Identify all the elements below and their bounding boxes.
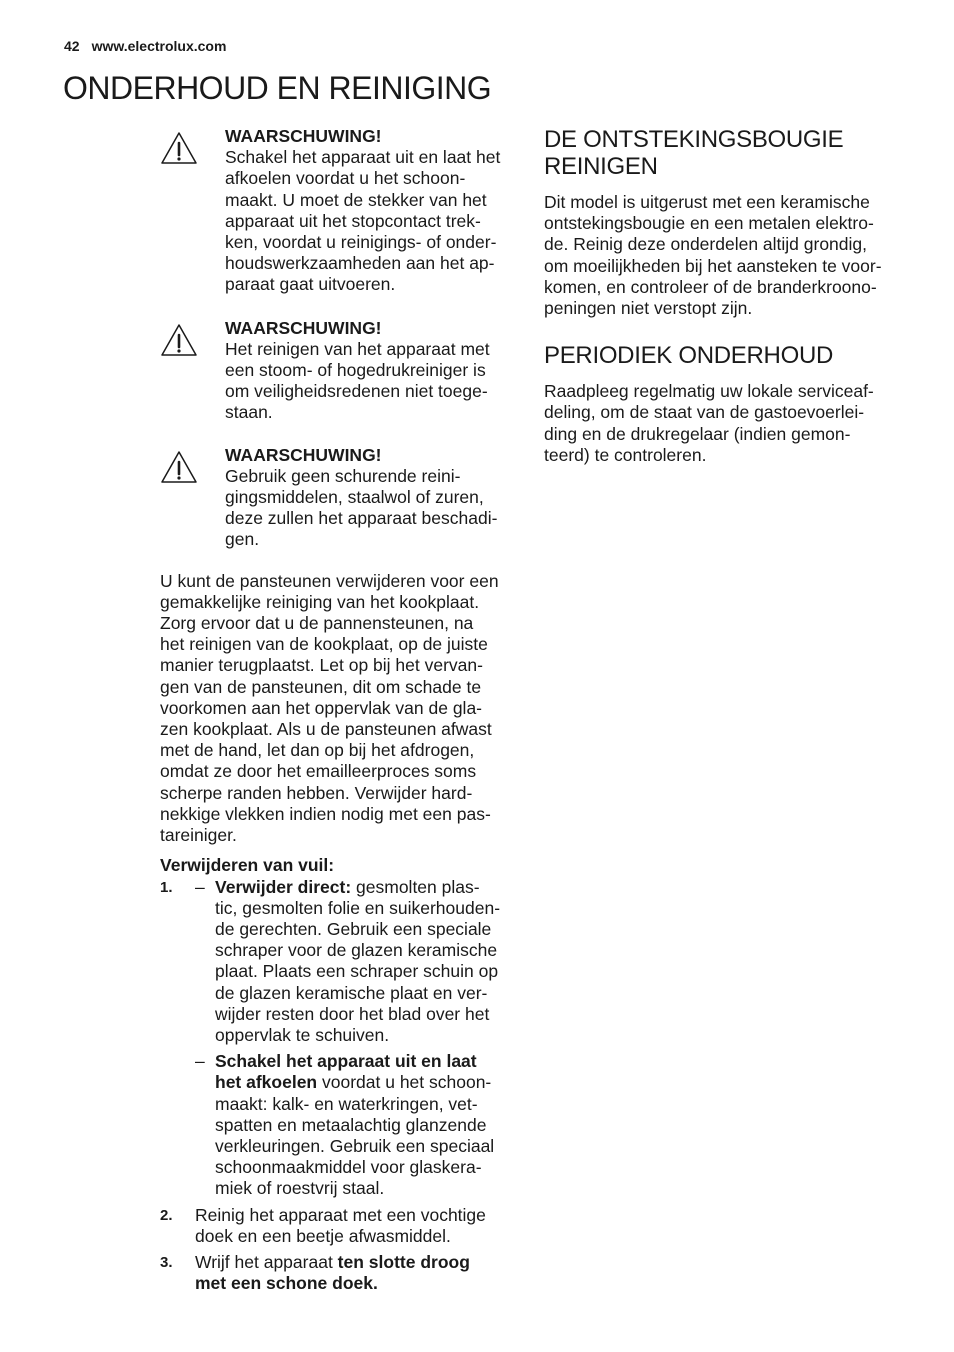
dash-bullet: – xyxy=(195,1051,205,1072)
warning-text: Schakel het apparaat uit en laat het afkoelen voordat u het schoon- maakt. U moet de stekker van het apparaat uit het stopcontact trek- ken, voordat u reinigings- of onder- houdswerkzaamheden aan het ap- paraat gaat uitvoeren. xyxy=(225,147,501,295)
section-heading-periodic-maintenance: PERIODIEK ONDERHOUD xyxy=(544,342,834,370)
step-text: Wrijf het apparaat ten slotte droog met een schone doek. xyxy=(195,1251,470,1294)
left-column xyxy=(160,124,516,1294)
page-number: 42 xyxy=(64,38,80,54)
step-number: 3. xyxy=(160,1253,173,1271)
dash-bullet: – xyxy=(195,876,205,897)
warning-title: WAARSCHUWING! xyxy=(225,126,382,146)
spark-plug-paragraph: Dit model is uitgerust met een keramische ontstekingsbougie en een metalen elektro- de. Reinig deze onderdelen altijd grondig, om moeilijkheden bij het aansteken te voor- komen, en controleer of de branderkroono- peningen niet verstopt zijn. xyxy=(544,192,882,319)
step-1 xyxy=(160,877,516,1200)
warning-title: WAARSCHUWING! xyxy=(225,317,382,338)
page-title: ONDERHOUD EN REINIGING xyxy=(63,70,492,106)
warning-triangle-icon xyxy=(160,450,198,484)
step-1-bullet-1 xyxy=(195,877,516,1047)
step-number: 1. xyxy=(160,878,173,896)
subheading-remove-dirt: Verwijderen van vuil: xyxy=(160,855,335,876)
warning-block-1 xyxy=(160,126,516,296)
warning-block-3 xyxy=(160,445,516,551)
page-header xyxy=(64,38,226,54)
warning-block-2 xyxy=(160,318,516,424)
step-text: Reinig het apparaat met een vochtige doek en een beetje afwasmiddel. xyxy=(195,1204,486,1246)
right-column xyxy=(544,124,904,466)
website-url: www.electrolux.com xyxy=(91,38,227,54)
bullet-text: Verwijder direct: gesmolten plas- tic, gesmolten folie en suikerhouden- de gerechten. Gebruik een speciale schraper voor de glazen keramische plaat. Plaats een schraper schuin op de glazen keramische plaat en ver- wijder resten door het blad over het oppervlak te schuiven. xyxy=(215,876,501,1045)
step-3 xyxy=(160,1252,516,1294)
intro-paragraph: U kunt de pansteunen verwijderen voor een gemakkelijke reiniging van het kookplaat. Zorg ervoor dat u de pannensteunen, na het reinigen van de kookplaat, op de juiste manier terugplaatst. Let op bij het vervan- gen van de pansteunen, dit om schade te voorkomen aan het oppervlak van de gla- zen kookplaat. Als u de pansteunen afwast met de hand, let dan op bij het afdrogen, omdat ze door het emailleerproces soms scherpe randen hebben. Verwijder hard- nekkige vlekken indien nodig met een pas- tareiniger. xyxy=(160,570,499,846)
step-2 xyxy=(160,1205,516,1247)
step-1-bullet-2 xyxy=(195,1051,516,1199)
warning-text: Het reinigen van het apparaat met een stoom- of hogedrukreiniger is om veiligheidsredenen niet toege- staan. xyxy=(225,338,490,423)
warning-triangle-icon xyxy=(160,323,198,357)
periodic-maintenance-paragraph: Raadpleeg regelmatig uw lokale serviceaf- deling, om de staat van de gastoevoerlei- ding en de drukregelaar (indien gemon- teerd) te controleren. xyxy=(544,381,874,465)
section-heading-spark-plug: DE ONTSTEKINGSBOUGIE REINIGEN xyxy=(544,126,844,180)
warning-triangle-icon xyxy=(160,131,198,165)
step-number: 2. xyxy=(160,1206,173,1224)
warning-title: WAARSCHUWING! xyxy=(225,444,382,465)
bullet-text: Schakel het apparaat uit en laat het afkoelen voordat u het schoon- maakt: kalk- en waterkringen, vet- spatten en metaalachtig glanzende verkleuringen. Gebruik een speciaal schoonmaakmiddel voor glaskera- miek of roestvrij staal. xyxy=(215,1051,495,1199)
warning-text: Gebruik geen schurende reini- gingsmiddelen, staalwol of zuren, deze zullen het apparaat beschadi- gen. xyxy=(225,465,498,550)
